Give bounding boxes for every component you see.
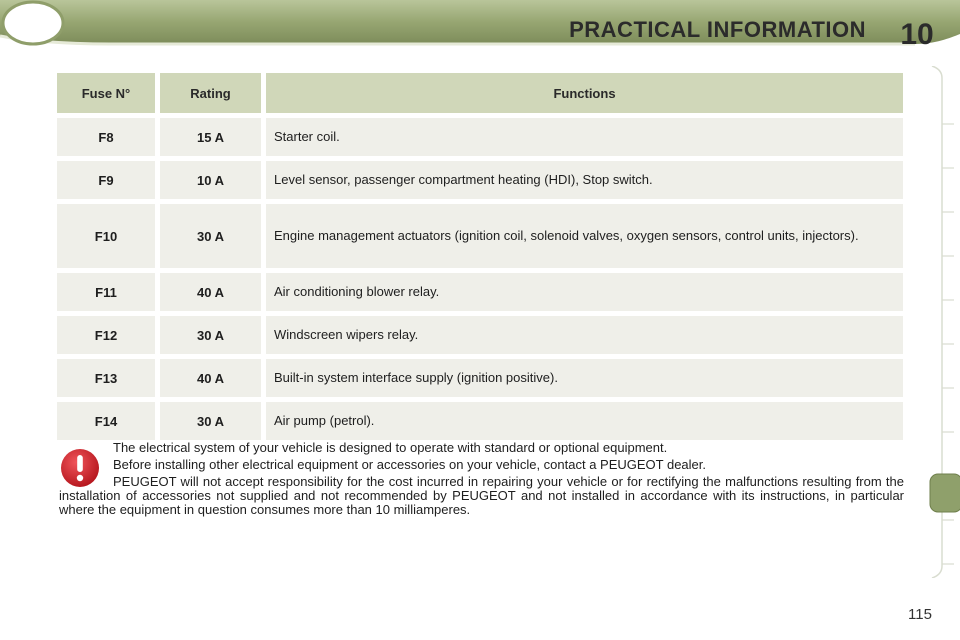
fuse-cell: F10	[57, 204, 160, 268]
fuse-cell: F14	[57, 402, 160, 440]
function-cell: Air pump (petrol).	[266, 402, 903, 440]
rating-cell: 40 A	[160, 273, 266, 311]
table-row	[57, 316, 903, 354]
header-rating: Rating	[160, 73, 266, 113]
fuse-cell: F8	[57, 118, 160, 156]
function-cell: Engine management actuators (ignition coil, solenoid valves, oxygen sensors, control units, injectors).	[266, 204, 903, 268]
rating-cell: 15 A	[160, 118, 266, 156]
warning-paragraph: PEUGEOT will not accept responsibility for the cost incurred in repairing your vehicle or for rectifying the malfunctions resulting from the installation of accessories not supplied and not recommended by PEUGEOT and not installed in accordance with its instructions, in particular where the equipment in question consumes more than 10 milliamperes.	[59, 474, 904, 517]
function-cell: Air conditioning blower relay.	[266, 273, 903, 311]
function-cell: Built-in system interface supply (ignition positive).	[266, 359, 903, 397]
rating-cell: 40 A	[160, 359, 266, 397]
fuse-cell: F12	[57, 316, 160, 354]
table-row	[57, 273, 903, 311]
function-cell: Starter coil.	[266, 118, 903, 156]
warning-text	[59, 441, 904, 520]
fuse-cell: F13	[57, 359, 160, 397]
rating-cell: 10 A	[160, 161, 266, 199]
fuse-table	[57, 68, 903, 445]
table-row	[57, 161, 903, 199]
table-row	[57, 118, 903, 156]
chapter-number: 10	[900, 18, 934, 51]
rating-cell: 30 A	[160, 204, 266, 268]
chapter-tab-rail	[928, 66, 960, 578]
rating-cell: 30 A	[160, 402, 266, 440]
header-band	[0, 0, 960, 56]
table-row	[57, 204, 903, 268]
table-header-row	[57, 73, 903, 113]
page-title: PRACTICAL INFORMATION	[569, 17, 866, 42]
warning-paragraph: Before installing other electrical equipment or accessories on your vehicle, contact a PEUGEOT dealer.	[113, 457, 707, 472]
fuse-cell: F11	[57, 273, 160, 311]
fuse-cell: F9	[57, 161, 160, 199]
rating-cell: 30 A	[160, 316, 266, 354]
warning-paragraph: The electrical system of your vehicle is designed to operate with standard or optional equipment.	[113, 440, 668, 455]
header-fuse: Fuse N°	[57, 73, 160, 113]
function-cell: Level sensor, passenger compartment heating (HDI), Stop switch.	[266, 161, 903, 199]
function-cell: Windscreen wipers relay.	[266, 316, 903, 354]
table-row	[57, 359, 903, 397]
chapter-badge	[0, 0, 66, 46]
header-functions: Functions	[266, 73, 903, 113]
page-number: 115	[908, 606, 932, 623]
table-row	[57, 402, 903, 440]
